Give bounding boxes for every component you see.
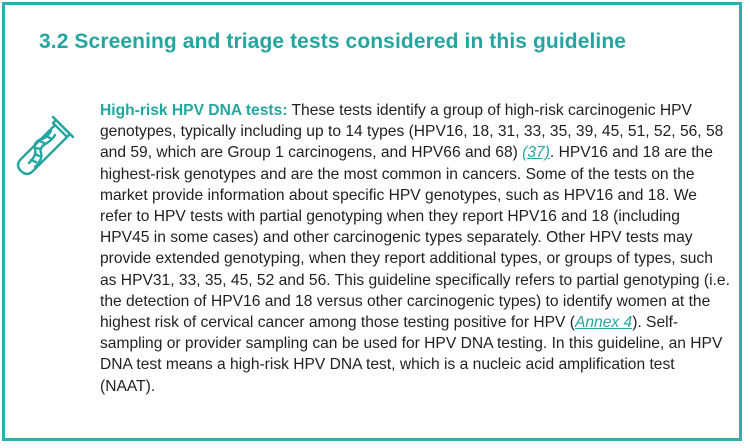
lead-heading: High-risk HPV DNA tests:	[100, 102, 288, 119]
hpv-dna-tests-paragraph	[100, 100, 732, 397]
content-box	[2, 2, 742, 441]
paragraph-segment: These tests identify a group of high-risk carcinogenic HPV genotypes, typically including up to 14 types (HPV16, 18, 31, 33, 35, 39, 45, 51, 52, 56, 58 and 59, which are Group 1 carcinogens, and HPV66 and 68)	[100, 102, 724, 162]
paragraph-segment: . HPV16 and 18 are the highest-risk genotypes and are the most common in cancers. Some of the tests on the market provide information about specific HPV genotypes, such as HPV16 and 18. We refer to HPV tests with partial genotyping when they report HPV16 and 18 (including HPV45 in some cases) and other carcinogenic types separately. Other HPV tests may provide extended genotyping, when they report additional types, or groups of types, such as HPV31, 33, 35, 45, 52 and 56. This guideline specifically refers to partial genotyping (i.e. the detection of HPV16 and 18 versus other carcinogenic types) to identify women at the highest risk of cervical cancer among those testing positive for HPV (	[100, 144, 730, 332]
citation-link[interactable]: (37)	[522, 144, 550, 162]
section-title: 3.2 Screening and triage tests considered in this guideline	[39, 30, 627, 53]
test-tube-dna-icon	[9, 109, 81, 181]
paragraph-segment: ). Self-sampling or provider sampling can be used for HPV DNA testing. In this guideline, an HPV DNA test means a high-risk HPV DNA test, which is a nucleic acid amplification test (NAAT).	[100, 314, 723, 395]
annex-link[interactable]: Annex 4	[574, 314, 633, 332]
